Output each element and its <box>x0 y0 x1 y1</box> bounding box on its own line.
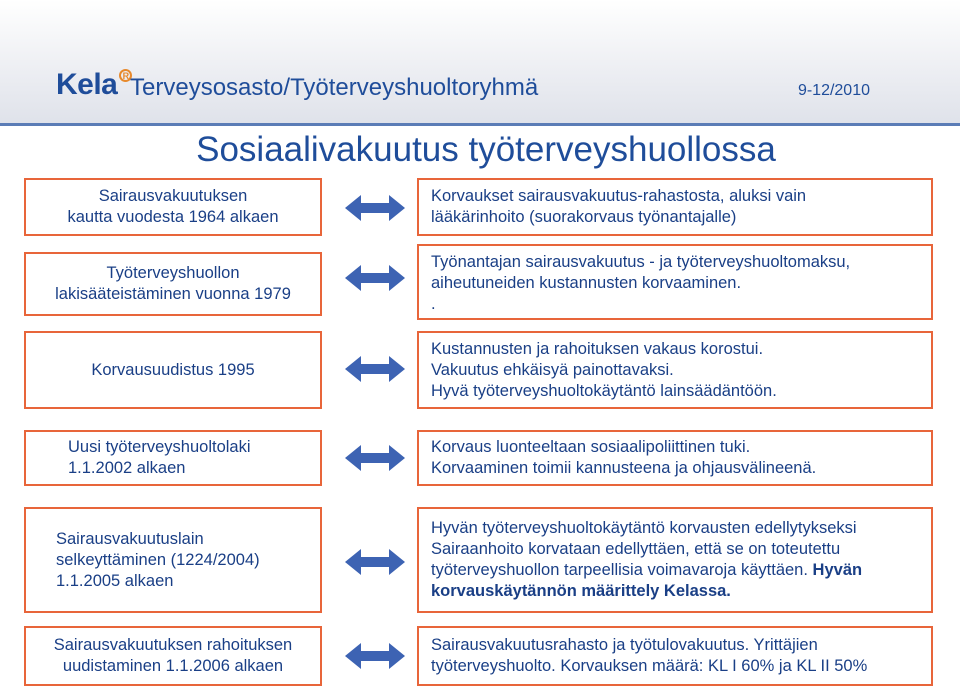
right-text: . <box>431 295 436 313</box>
right-text: Sairaanhoito korvataan edellyttäen, että se on toteutettu <box>431 540 841 558</box>
header-bar <box>0 0 960 124</box>
right-text: Sairausvakuutusrahasto ja työtulovakuutus. Yrittäjien <box>431 636 818 654</box>
right-text: Hyvän työterveyshuoltokäytäntö korvausten edellytykseksi <box>431 519 857 537</box>
right-text: työterveyshuolto. Korvauksen määrä: KL I 60% ja KL II 50% <box>431 657 868 675</box>
right-text-mixed <box>431 560 919 581</box>
right-text: Korvaus luonteeltaan sosiaalipoliittinen tuki. <box>431 438 751 456</box>
left-box-2002 <box>24 430 322 486</box>
left-box-1979 <box>24 252 322 316</box>
left-text: 1.1.2005 alkaen <box>56 571 174 590</box>
right-text: työterveyshuollon tarpeellisia voimavaroja käyttäen. <box>431 561 808 579</box>
left-text: Uusi työterveyshuoltolaki <box>68 438 251 456</box>
logo-text: Kela <box>56 68 118 101</box>
left-text: uudistaminen 1.1.2006 alkaen <box>62 657 284 675</box>
slide-date: 9-12/2010 <box>797 82 870 99</box>
left-text: lakisääteistäminen vuonna 1979 <box>55 285 291 303</box>
right-text: Vakuutus ehkäisyä painottavaksi. <box>431 360 674 379</box>
left-box-1964 <box>24 178 322 236</box>
left-text: selkeyttäminen (1224/2004) <box>56 550 260 569</box>
right-text: aiheutuneiden kustannusten korvaaminen. <box>431 274 742 292</box>
right-text: Työnantajan sairausvakuutus - ja työterveyshuoltomaksu, <box>431 253 851 271</box>
right-text: lääkärinhoito (suorakorvaus työnantajalle) <box>431 208 737 226</box>
left-text: Korvausuudistus 1995 <box>91 360 255 379</box>
left-text: kautta vuodesta 1964 alkaen <box>67 208 279 226</box>
left-text: Työterveyshuollon <box>106 264 240 282</box>
double-arrow-icon <box>345 641 405 671</box>
left-box-2005 <box>24 507 322 613</box>
double-arrow-icon <box>345 443 405 473</box>
right-text-bold: korvauskäytännön määrittely Kelassa. <box>431 582 731 600</box>
left-text: Sairausvakuutuksen rahoituksen <box>53 636 293 654</box>
right-box-2005 <box>417 507 933 613</box>
kela-logo <box>56 67 132 107</box>
right-text-bold: Hyvän <box>812 561 863 579</box>
header-divider <box>0 123 960 126</box>
double-arrow-icon <box>345 354 405 384</box>
right-box-1964 <box>417 178 933 236</box>
registered-mark-icon: R <box>119 69 132 82</box>
left-box-1995 <box>24 331 322 409</box>
right-text: Kustannusten ja rahoituksen vakaus korostui. <box>431 339 764 358</box>
double-arrow-icon <box>345 547 405 577</box>
right-box-2002 <box>417 430 933 486</box>
department-title: Terveysosasto/Työterveyshuoltoryhmä <box>130 74 539 101</box>
double-arrow-icon <box>345 263 405 293</box>
left-text: Sairausvakuutuksen <box>98 187 248 205</box>
right-text: Korvaukset sairausvakuutus-rahastosta, aluksi vain <box>431 187 807 205</box>
left-box-2006 <box>24 626 322 686</box>
right-text: Hyvä työterveyshuoltokäytäntö lainsäädäntöön. <box>431 381 777 400</box>
double-arrow-icon <box>345 193 405 223</box>
slide-title: Sosiaalivakuutus työterveyshuollossa <box>196 130 776 169</box>
right-text: Korvaaminen toimii kannusteena ja ohjausvälineenä. <box>431 459 817 477</box>
left-text: Sairausvakuutuslain <box>56 529 204 548</box>
right-box-2006 <box>417 626 933 686</box>
right-box-1979 <box>417 244 933 320</box>
right-box-1995 <box>417 331 933 409</box>
left-text: 1.1.2002 alkaen <box>68 459 186 477</box>
